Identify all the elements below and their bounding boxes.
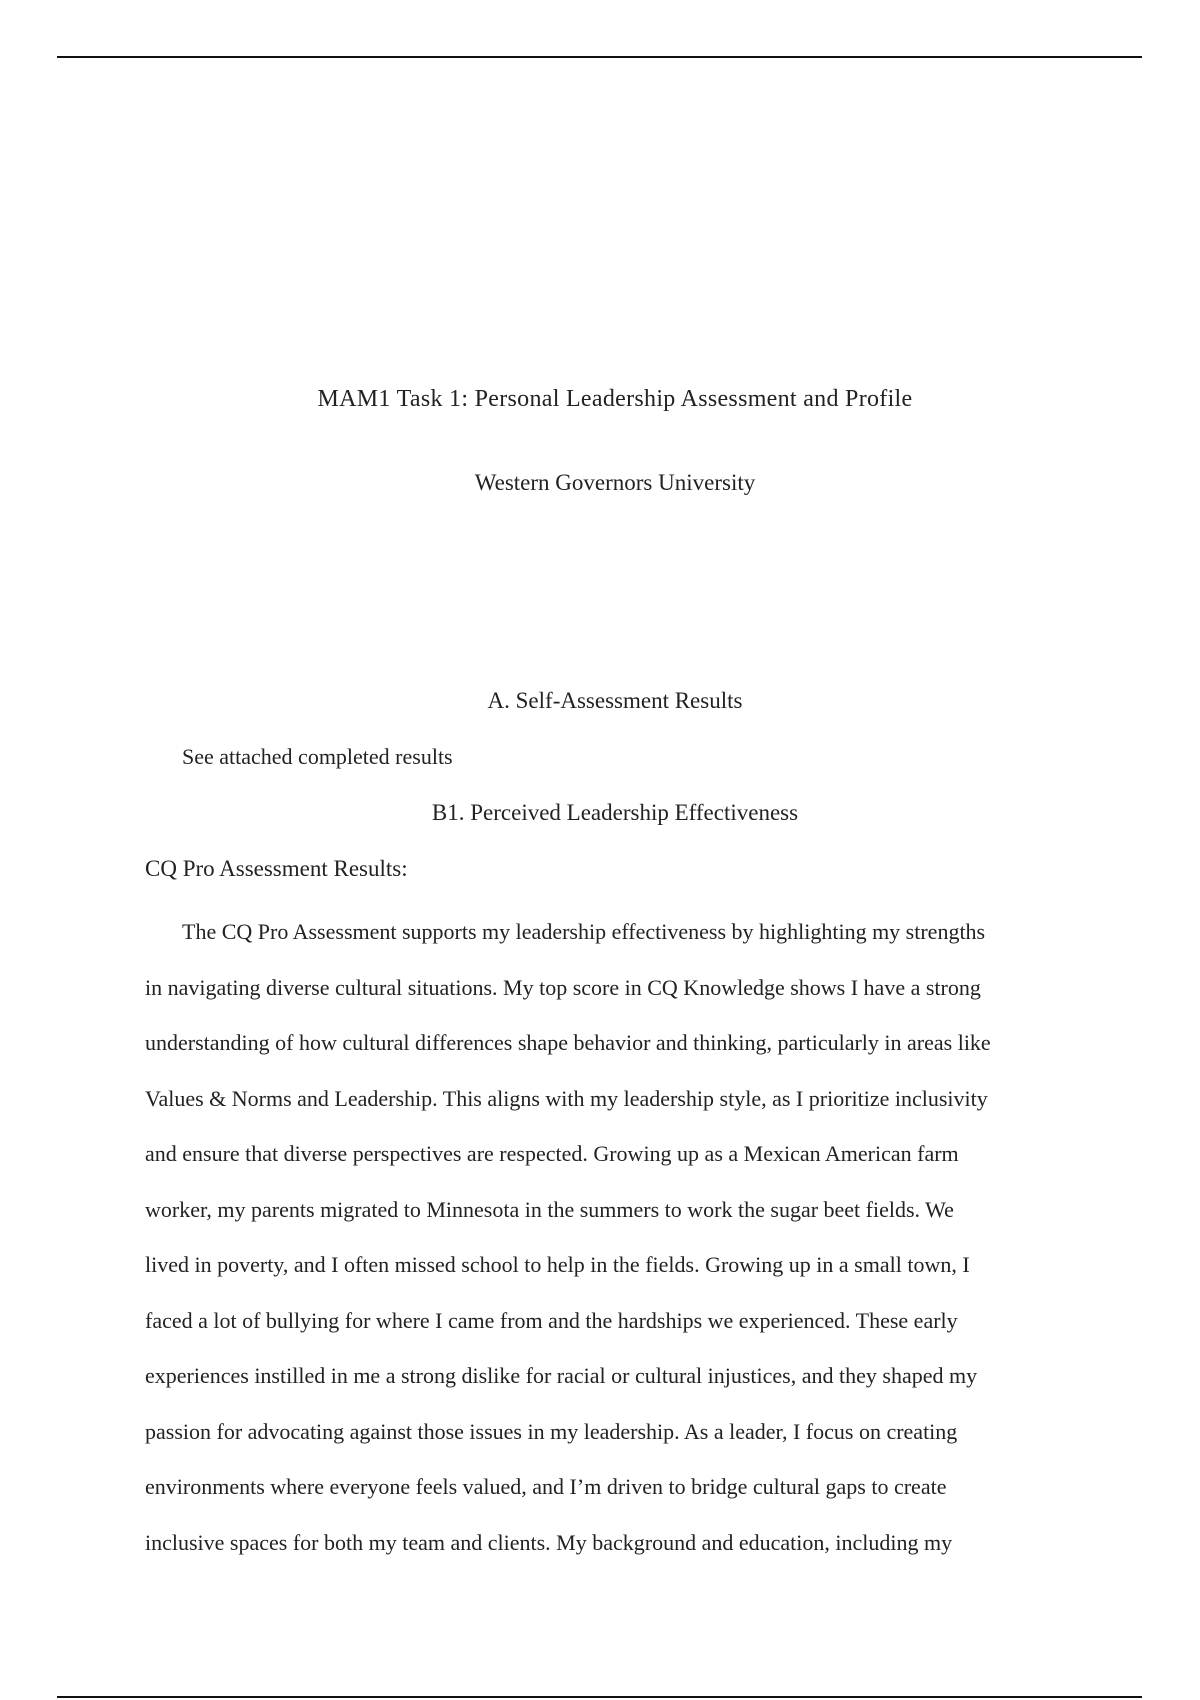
paragraph-line: in navigating diverse cultural situations. My top score in CQ Knowledge shows I have a strong: [145, 974, 981, 1000]
document-title: MAM1 Task 1: Personal Leadership Assessment and Profile: [317, 386, 913, 412]
paragraph-line: inclusive spaces for both my team and clients. My background and education, including my: [145, 1529, 953, 1555]
cq-results-subheading: CQ Pro Assessment Results:: [145, 856, 408, 881]
top-page-rule: [57, 56, 1142, 58]
institution-name: Western Governors University: [474, 470, 756, 495]
body-paragraph: [145, 904, 1085, 1570]
paragraph-line: worker, my parents migrated to Minnesota in the summers to work the sugar beet fields. We: [145, 1196, 954, 1222]
paragraph-line: passion for advocating against those issues in my leadership. As a leader, I focus on creating: [145, 1418, 958, 1444]
section-a-heading: A. Self-Assessment Results: [487, 688, 743, 713]
bottom-page-rule: [57, 1696, 1142, 1698]
paragraph-line: and ensure that diverse perspectives are respected. Growing up as a Mexican American farm: [145, 1141, 959, 1166]
paragraph-line: Values & Norms and Leadership. This aligns with my leadership style, as I prioritize inclusivity: [145, 1085, 988, 1111]
section-b1-heading: B1. Perceived Leadership Effectiveness: [431, 800, 799, 825]
paragraph-line: environments where everyone feels valued, and I’m driven to bridge cultural gaps to create: [145, 1474, 947, 1499]
paragraph-line: understanding of how cultural differences shape behavior and thinking, particularly in areas like: [145, 1030, 991, 1055]
section-a-text: See attached completed results: [182, 744, 453, 769]
paragraph-line: experiences instilled in me a strong dislike for racial or cultural injustices, and they shaped my: [145, 1363, 978, 1388]
paragraph-line: The CQ Pro Assessment supports my leadership effectiveness by highlighting my strengths: [182, 919, 986, 944]
paragraph-line: faced a lot of bullying for where I came from and the hardships we experienced. These early: [145, 1307, 958, 1333]
paragraph-line: lived in poverty, and I often missed school to help in the fields. Growing up in a small town, I: [145, 1252, 970, 1277]
